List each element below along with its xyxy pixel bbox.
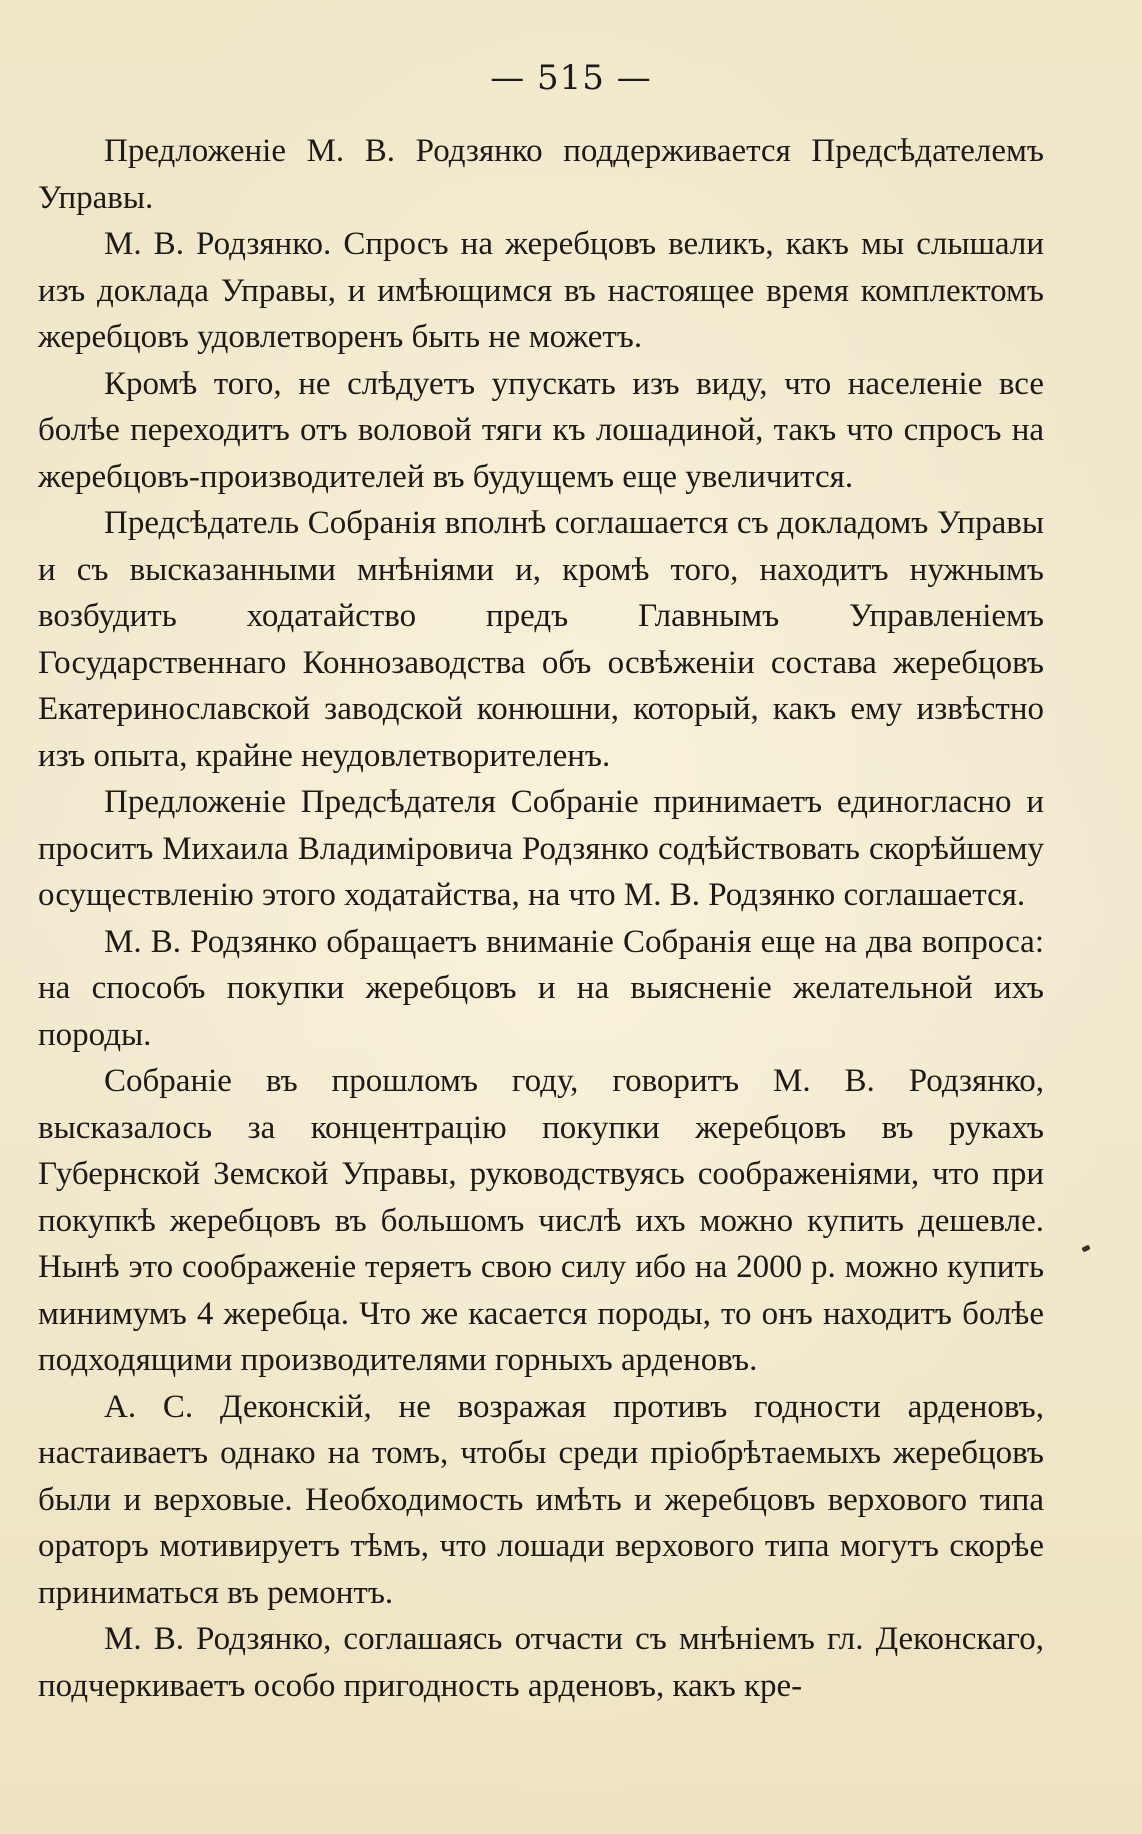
paragraph-5: Предложеніе Предсѣдателя Собраніе принимаетъ единогласно и проситъ Михаила Владиміровича Родзянко содѣйствовать скорѣйшему осуществленію этого ходатайства, на что М. В. Родзянко соглашается. [38,784,1044,913]
paragraph-1: Предложеніе М. В. Родзянко поддерживается Предсѣдателемъ Управы. [38,133,1044,216]
paragraph-3: Кромѣ того, не слѣдуетъ упускать изъ виду, что населеніе все болѣе переходитъ отъ воловой тяги къ лошадиной, такъ что спросъ на жеребцовъ-производителей въ будущемъ еще увеличится. [38,365,1044,495]
page-number: — 515 — [490,58,652,98]
paragraph-9: М. В. Родзянко, соглашаясь отчасти съ мнѣніемъ гл. Деконскаго, подчеркиваетъ особо пригодность арденовъ, какъ кре- [38,1621,1044,1704]
paragraph-6: М. В. Родзянко обращаетъ вниманіе Собранія еще на два вопроса: на способъ покупки жеребцовъ и на выясненіе желательной ихъ породы. [38,923,1044,1053]
paragraph-2: М. В. Родзянко. Спросъ на жеребцовъ великъ, какъ мы слышали изъ доклада Управы, и имѣющимся въ настоящее время комплектомъ жеребцовъ удовлетворенъ быть не можетъ. [38,226,1044,355]
ink-speck [1081,1245,1090,1253]
paragraph-7: Собраніе въ прошломъ году, говоритъ М. В. Родзянко, высказалось за концентрацію покупки жеребцовъ въ рукахъ Губернской Земской Управы, руководствуясь соображеніями, что при покупкѣ жеребцовъ въ большомъ числѣ ихъ можно купить дешевле. Нынѣ это соображеніе теряетъ свою силу ибо на 2000 р. можно купить минимумъ 4 жеребца. Что же касается породы, то онъ находитъ болѣе подходящими производителями горныхъ арденовъ. [38,1063,1044,1378]
page-text [38,128,1044,1709]
paragraph-8: А. С. Деконскій, не возражая противъ годности арденовъ, настаиваетъ однако на томъ, чтобы среди пріобрѣтаемыхъ жеребцовъ были и верховые. Необходимость имѣть и жеребцовъ верхового типа ораторъ мотивируетъ тѣмъ, что лошади верхового типа могутъ скорѣе приниматься въ ремонтъ. [38,1388,1044,1611]
paragraph-4: Предсѣдатель Собранія вполнѣ соглашается съ докладомъ Управы и съ высказанными мнѣніями и, кромѣ того, находитъ нужнымъ возбудить ходатайство предъ Главнымъ Управленіемъ Государственнаго Коннозаводства объ освѣженіи состава жеребцовъ Екатеринославской заводской конюшни, который, какъ ему извѣстно изъ опыта, крайне неудовлетворителенъ. [38,505,1044,774]
